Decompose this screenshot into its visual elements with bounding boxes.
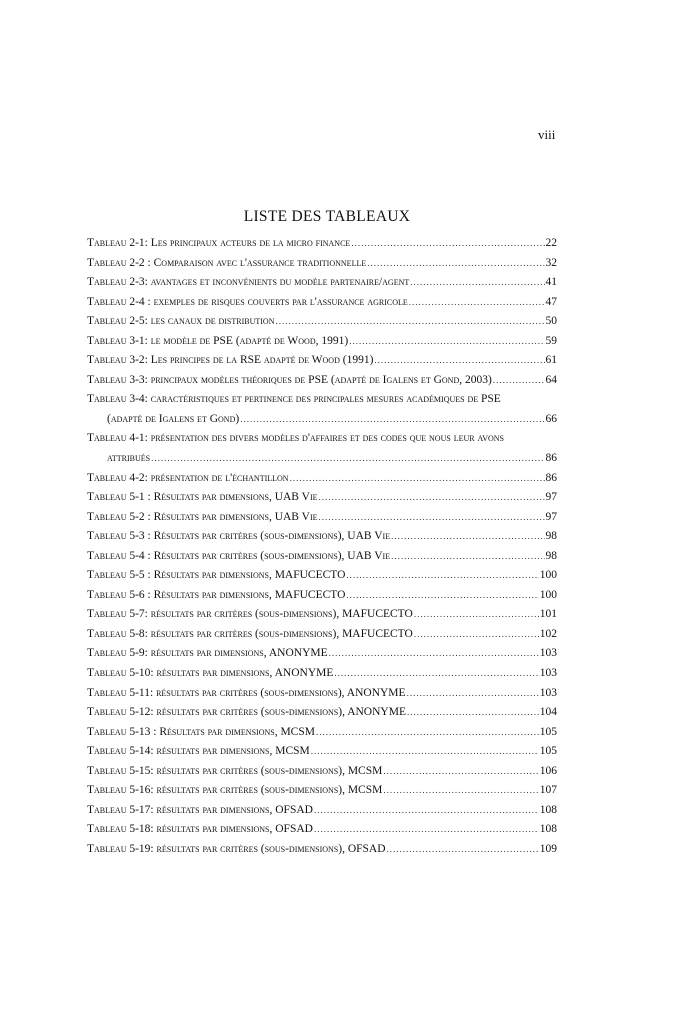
toc-entry-text [87,647,328,659]
toc-entry-page: 32 [545,256,557,269]
toc-entry-page: 103 [539,667,557,680]
toc-entry-page: 97 [545,510,557,523]
list-of-tables [87,237,557,863]
leader-dots [374,355,544,365]
toc-entry-title: résultats par dimensions, ANONYME [150,647,328,660]
toc-entry-page: 105 [539,725,557,738]
leader-dots [240,414,544,424]
leader-dots [414,629,539,639]
leader-dots [414,609,539,619]
toc-entry[interactable] [87,257,557,277]
toc-entry-title: résultats par dimensions, OFSAD [156,803,313,816]
toc-entry-text [87,608,413,620]
toc-entry-label: Tableau 5-10: [87,667,154,680]
toc-entry[interactable] [87,335,557,355]
toc-entry-title: résultats par dimensions, ANONYME [156,667,334,680]
toc-entry-page: 86 [545,452,557,465]
toc-entry-title: Résultats par dimensions, MAFUCECTO [153,569,346,582]
toc-entry-text [87,530,390,542]
toc-entry-title: résultats par critères (sous-dimensions), ANONYME [156,686,406,699]
toc-entry-text [87,335,348,347]
toc-entry-label: Tableau 5-13 : [87,725,157,738]
toc-entry-label: Tableau 5-15: [87,764,154,777]
leader-dots [314,824,539,834]
toc-entry-title: caractéristiques et pertinence des principales mesures académiques de PSE [150,393,501,406]
toc-entry-title: le modèle de PSE (adapté de Wood, 1991) [150,334,349,347]
toc-entry[interactable] [87,276,557,296]
toc-entry-label: Tableau 5-16: [87,784,154,797]
toc-entry-page: 105 [539,745,557,758]
toc-entry-text [87,765,382,777]
toc-entry-label: Tableau 5-5 : [87,569,151,582]
toc-entry[interactable] [87,237,557,257]
toc-entry-text [87,628,413,640]
toc-entry-page: 61 [545,354,557,367]
toc-entry-text [87,511,318,523]
toc-entry-title: avantages et inconvénients du modèle partenaire/agent [150,276,410,289]
toc-entry-label: Tableau 2-3: [87,276,148,289]
toc-entry-page: 108 [539,803,557,816]
toc-entry[interactable] [87,784,557,804]
toc-entry-text [87,315,274,327]
toc-entry-text [87,726,315,738]
toc-entry-label: Tableau 3-1: [87,334,148,347]
toc-entry-text [87,843,386,855]
leader-dots [349,336,544,346]
toc-entry[interactable] [87,354,557,374]
toc-entry-label: Tableau 5-6 : [87,588,151,601]
toc-entry-text [87,745,310,757]
toc-entry[interactable] [87,511,557,531]
toc-entry-text [87,491,318,503]
toc-entry[interactable] [87,472,557,492]
toc-entry-title: résultats par critères (sous-dimensions), MCSM [156,784,383,797]
toc-entry[interactable] [87,765,557,785]
toc-entry-title: Les principaux acteurs de la micro finance [150,237,351,249]
leader-dots [311,746,539,756]
toc-entry-title: les canaux de distribution [150,315,275,328]
toc-entry-page: 103 [539,686,557,699]
toc-entry-title: résultats par critères (sous-dimensions), MAFUCECTO [150,627,413,640]
toc-entry[interactable] [87,315,557,335]
toc-entry-page: 100 [539,588,557,601]
toc-entry[interactable] [87,726,557,746]
toc-entry[interactable] [87,823,557,843]
toc-entry-text [87,589,345,601]
leader-dots [346,590,538,600]
toc-entry[interactable] [87,628,557,648]
toc-entry-page: 86 [545,471,557,484]
leader-dots [409,297,545,307]
toc-entry-title: Résultats par critères (sous-dimensions), UAB Vie [153,549,391,562]
toc-entry-text [87,432,504,444]
toc-entry-text [87,237,350,249]
toc-entry-text [87,472,289,484]
toc-entry-label: Tableau 2-4 : [87,295,151,308]
toc-entry-page: 97 [545,491,557,504]
toc-entry-page: 106 [539,764,557,777]
leader-dots [407,688,539,698]
toc-entry-page: 100 [539,569,557,582]
toc-entry-title: présentation de l'échantillon [150,471,289,484]
toc-entry-title: présentation des divers modèles d'affaires et des codes que nous leur avons [150,432,504,445]
toc-entry-text [87,393,501,405]
toc-entry-page: 64 [545,373,557,386]
toc-entry[interactable] [87,745,557,765]
toc-entry[interactable] [87,491,557,511]
toc-entry-text [87,687,406,699]
toc-entry-label: Tableau 5-14: [87,745,154,758]
toc-entry-label: Tableau 5-3 : [87,530,151,543]
toc-entry-page: 66 [545,412,557,425]
toc-entry-title: exemples de risques couverts par l'assurance agricole [153,295,408,308]
toc-entry-title-cont: attribués [107,452,151,465]
toc-entry-page: 41 [545,276,557,289]
toc-entry-text [87,374,492,386]
toc-entry[interactable] [87,843,557,863]
toc-entry-label: Tableau 5-2 : [87,510,151,523]
toc-entry-text [87,354,373,366]
toc-entry[interactable] [87,687,557,707]
toc-entry-title-cont: (adapté de Igalens et Gond) [107,412,240,425]
toc-entry-label: Tableau 5-7: [87,608,148,621]
toc-entry-label: Tableau 3-2: [87,354,148,367]
toc-entry-title: Résultats par critères (sous-dimensions), UAB Vie [153,530,391,543]
leader-dots [314,805,539,815]
leader-dots [391,531,544,541]
toc-entry-text [87,569,345,581]
toc-entry-label: Tableau 5-1 : [87,491,151,504]
toc-entry-label: Tableau 4-2: [87,471,148,484]
toc-entry-label: Tableau 5-18: [87,823,154,836]
toc-entry-title: résultats par dimensions, OFSAD [156,823,313,836]
toc-entry[interactable] [87,393,557,413]
toc-entry-title: Résultats par dimensions, MAFUCECTO [153,588,346,601]
leader-dots [334,668,538,678]
toc-entry-page: 101 [539,608,557,621]
toc-entry-title: Résultats par dimensions, MCSM [159,725,315,738]
leader-dots [383,785,538,795]
leader-dots [493,375,545,385]
leader-dots [316,727,539,737]
toc-entry-page: 107 [539,784,557,797]
leader-dots [290,473,545,483]
toc-entry-label: Tableau 2-5: [87,315,148,328]
toc-entry-continuation[interactable] [87,413,557,433]
toc-entry[interactable] [87,667,557,687]
toc-entry[interactable] [87,706,557,726]
toc-entry-label: Tableau 3-4: [87,393,148,406]
toc-entry-page: 98 [545,530,557,543]
page-title: LISTE DES TABLEAUX [243,208,411,225]
toc-entry-title: Résultats par dimensions, UAB Vie [153,491,318,504]
toc-entry-label: Tableau 3-3: [87,373,148,386]
toc-entry[interactable] [87,374,557,394]
page-number: viii [538,127,556,142]
toc-entry-label: Tableau 5-4 : [87,549,151,562]
toc-entry-title: résultats par critères (sous-dimensions), MCSM [156,764,383,777]
toc-entry[interactable] [87,608,557,628]
toc-entry-text [87,804,313,816]
toc-entry-label: Tableau 5-9: [87,647,148,660]
leader-dots [367,258,544,268]
leader-dots [351,238,544,248]
toc-entry-label: Tableau 4-1: [87,432,148,445]
toc-entry-page: 109 [539,842,557,855]
toc-entry-text [87,296,408,308]
toc-entry[interactable] [87,432,557,452]
toc-entry-text [87,706,406,718]
toc-entry-page: 22 [545,237,557,249]
toc-entry-label: Tableau 5-12: [87,706,154,719]
leader-dots [151,453,544,463]
toc-entry-page: 47 [545,295,557,308]
toc-entry-title: Les principes de la RSE adapté de Wood (1991) [150,354,374,367]
toc-entry-text [87,550,390,562]
toc-entry-text [87,823,313,835]
toc-entry[interactable] [87,550,557,570]
toc-entry[interactable] [87,804,557,824]
leader-dots [387,844,539,854]
toc-entry-text [87,276,409,288]
toc-entry[interactable] [87,589,557,609]
leader-dots [383,766,538,776]
leader-dots [410,277,544,287]
leader-dots [407,707,539,717]
toc-entry[interactable] [87,647,557,667]
toc-entry-page: 104 [539,706,557,719]
toc-entry-text [87,784,382,796]
toc-entry[interactable] [87,296,557,316]
toc-entry-page: 98 [545,549,557,562]
toc-entry-label: Tableau 2-1: [87,237,148,249]
toc-entry-page: 59 [545,334,557,347]
toc-entry-label: Tableau 5-8: [87,627,148,640]
toc-entry-text [87,257,366,269]
toc-entry-continuation[interactable] [87,452,557,472]
toc-entry-title: résultats par critères (sous-dimensions), ANONYME [156,706,406,719]
toc-entry-title: principaux modèles théoriques de PSE (adapté de Igalens et Gond, 2003) [150,373,492,386]
toc-entry-title: résultats par dimensions, MCSM [156,745,310,758]
toc-entry[interactable] [87,569,557,589]
toc-entry-label: Tableau 5-11: [87,686,154,699]
leader-dots [329,648,539,658]
leader-dots [319,512,545,522]
toc-entry-label: Tableau 5-19: [87,842,154,855]
toc-entry-page: 50 [545,315,557,328]
toc-entry-page: 108 [539,823,557,836]
toc-entry-title: résultats par critères (sous-dimensions), MAFUCECTO [150,608,413,621]
toc-entry-title: Résultats par dimensions, UAB Vie [153,510,318,523]
toc-entry-title: Comparaison avec l'assurance traditionnelle [153,256,367,269]
toc-entry-page: 102 [539,627,557,640]
toc-entry-page: 103 [539,647,557,660]
toc-entry[interactable] [87,530,557,550]
leader-dots [275,316,544,326]
toc-entry-title: résultats par critères (sous-dimensions), OFSAD [156,842,386,855]
toc-entry-label: Tableau 5-17: [87,803,154,816]
toc-entry-label: Tableau 2-2 : [87,256,151,269]
leader-dots [319,492,545,502]
leader-dots [391,551,544,561]
leader-dots [346,570,538,580]
toc-entry-text [87,667,333,679]
